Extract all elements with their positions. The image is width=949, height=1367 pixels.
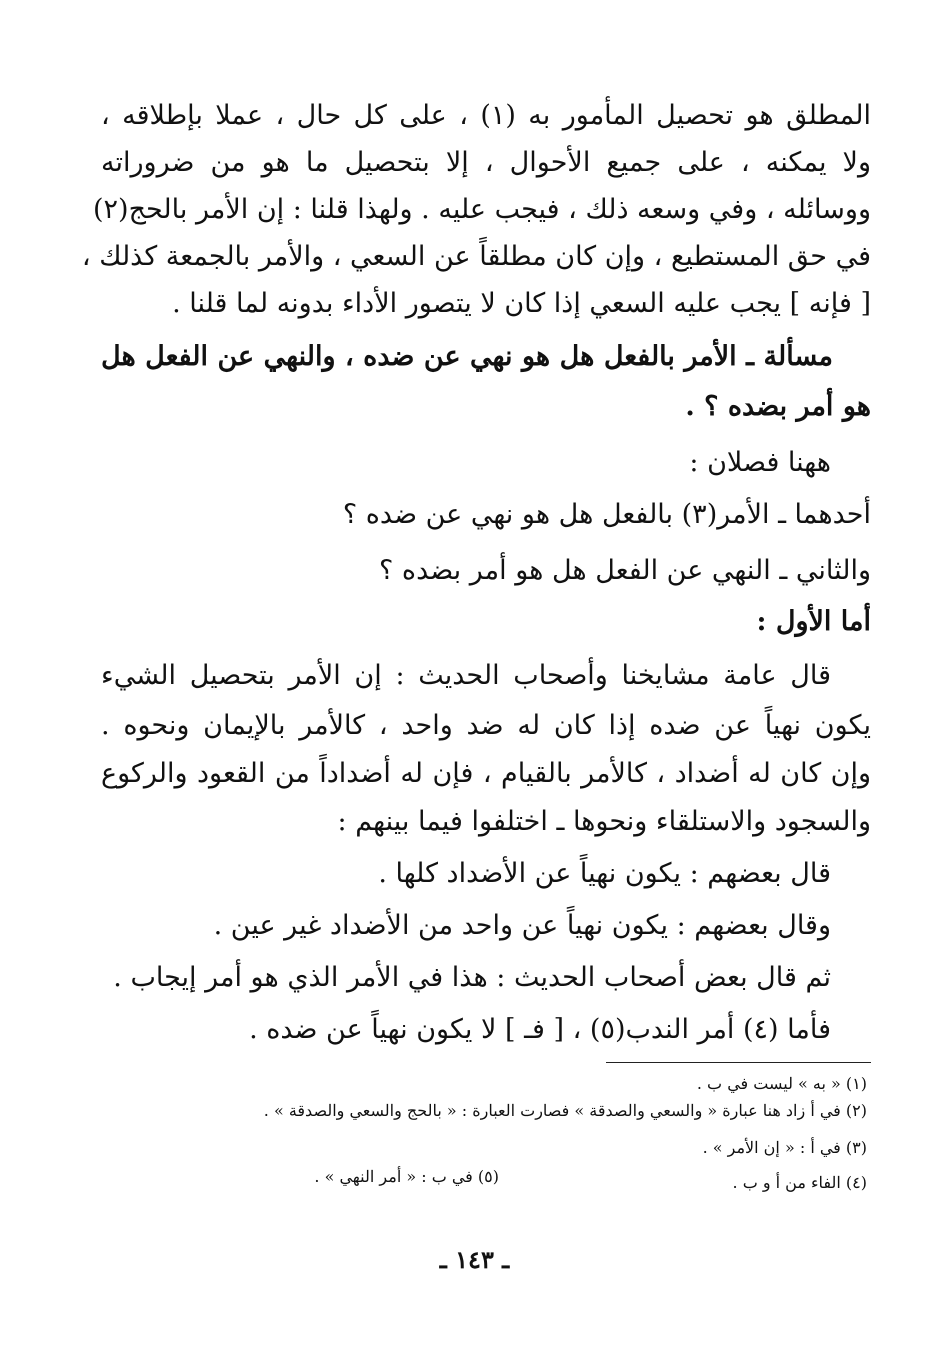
sub-line-1: ههنا فصلان : <box>689 447 831 478</box>
section-title: أما الأول : <box>756 606 871 637</box>
heading-line-1: مسألة ـ الأمر بالفعل هل هو نهي عن ضده ، والنهي عن الفعل هل <box>101 341 833 372</box>
para-line-3: وإن كان له أضداد ، كالأمر بالقيام ، فإن له أضداداً من القعود والركوع <box>101 758 871 789</box>
body-line-2: ولا يمكنه ، على جميع الأحوال ، إلا بتحصيل ما هو من ضروراته <box>101 147 871 178</box>
para-line-8: فأما (٤) أمر الندب(٥) ، [ فـ ] لا يكون نهياً عن ضده . <box>249 1014 831 1045</box>
footnote-3: (٣) في أ : « إن الأمر » . <box>702 1138 867 1157</box>
para-line-1: قال عامة مشايخنا وأصحاب الحديث : إن الأمر بتحصيل الشيء <box>101 660 831 691</box>
body-line-3: ووسائله ، وفي وسعه ذلك ، فيجب عليه . ولهذا قلنا : إن الأمر بالحج(٢) <box>92 194 871 225</box>
footnote-1: (١) « به » ليست في ب . <box>696 1074 867 1093</box>
body-line-4: في حق المستطيع ، وإن كان مطلقاً عن السعي ، والأمر بالجمعة كذلك ، <box>81 241 871 272</box>
para-line-6: وقال بعضهم : يكون نهياً عن واحد من الأضداد غير عين . <box>213 910 831 941</box>
footnote-5: (٥) في ب : « أمر النهي » . <box>314 1167 499 1186</box>
para-line-5: قال بعضهم : يكون نهياً عن الأضداد كلها . <box>378 858 831 889</box>
body-line-5: [ فإنه ] يجب عليه السعي إذا كان لا يتصور الأداء بدونه لما قلنا . <box>172 288 871 319</box>
sub-line-3: والثاني ـ النهي عن الفعل هل هو أمر بضده ؟ <box>379 555 871 586</box>
heading-line-2: هو أمر بضده ؟ . <box>685 391 871 422</box>
footnote-2: (٢) في أ زاد هنا عبارة « والسعي والصدقة » فصارت العبارة : « بالحج والسعي والصدقة » . <box>263 1101 867 1120</box>
body-line-1: المطلق هو تحصيل المأمور به (١) ، على كل حال ، عملا بإطلاقه ، <box>101 100 872 131</box>
sub-line-2: أحدهما ـ الأمر(٣) بالفعل هل هو نهي عن ضده ؟ <box>342 499 871 530</box>
para-line-2: يكون نهياً عن ضده إذا كان له ضد واحد ، كالأمر بالإيمان ونحوه . <box>101 710 871 741</box>
para-line-4: والسجود والاستلقاء ونحوها ـ اختلفوا فيما بينهم : <box>337 806 871 837</box>
para-line-7: ثم قال بعض أصحاب الحديث : هذا في الأمر الذي هو أمر إيجاب . <box>113 962 831 993</box>
footnote-4: (٤) الفاء من أ و ب . <box>732 1173 867 1192</box>
footnote-separator <box>606 1062 871 1063</box>
page-number: ـ ١٤٣ ـ <box>439 1245 510 1274</box>
